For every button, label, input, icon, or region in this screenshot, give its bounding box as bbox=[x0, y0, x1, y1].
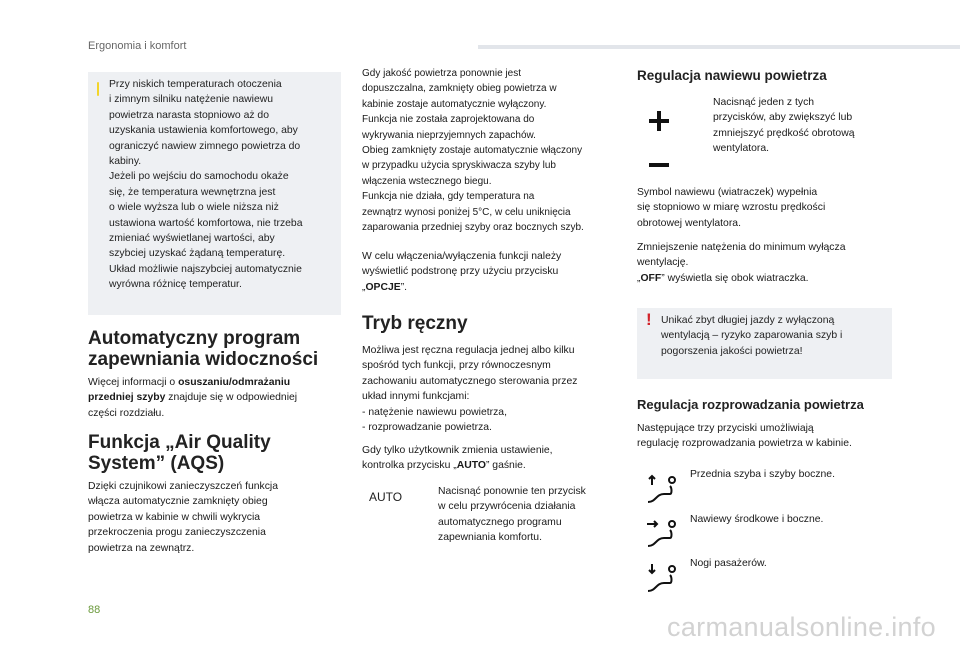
note-line: Jeżeli po wejściu do samochodu okaże bbox=[109, 171, 289, 183]
distribution-label: Nogi pasażerów. bbox=[690, 558, 767, 569]
airflow-vents-icon bbox=[644, 518, 680, 548]
fan-instruction: Nacisnąć jeden z tych przycisków, aby zwiększyć lub zmniejszyć prędkość obrotową wentylatora. bbox=[713, 97, 855, 155]
distribution-paragraph: Następujące trzy przyciski umożliwiają regulację rozprowadzania powietrza w kabinie. bbox=[637, 423, 852, 450]
auto-instruction: Nacisnąć ponownie ten przycisk w celu przywrócenia działania automatycznego programu zapewniania komfortu. bbox=[438, 486, 586, 544]
minus-icon bbox=[648, 155, 670, 161]
aqs-details-paragraph: Gdy jakość powietrza ponownie jest dopuszczalna, zamknięty obieg powietrza w kabinie zostaje automatycznie wyłączony. Funkcja nie została zaprojektowana do wykrywania nieprzyjemnych zapachów. Obieg zamknięty zostaje automatycznie włączony w przypadku użycia spryskiwacza szyby lub włączenia wstecznego biegu. Funkcja nie działa, gdy temperatura na zewnątrz wynosi poniżej 5°C, w celu uniknięcia zaparowania przedniej szyby oraz bocznych szyb. bbox=[362, 68, 584, 234]
note-line: Układ możliwie najszybciej automatycznie bbox=[109, 263, 302, 275]
note-line: ograniczyć nawiew zimnego powietrza do bbox=[109, 140, 301, 152]
note-line: wyrówna różnicę temperatur. bbox=[109, 279, 242, 291]
header-rule bbox=[478, 45, 960, 49]
section-header: Ergonomia i komfort bbox=[88, 40, 187, 52]
fan-symbol-paragraph: Symbol nawiewu (wiatraczek) wypełnia się stopniowo w miarę wzrostu prędkości obrotowej wentylatora. bbox=[637, 187, 826, 229]
manual-paragraph: Możliwa jest ręczna regulacja jednej albo kilku spośród tych funkcji, przy równoczesnym zachowaniu automatycznego sterowania przez układ innymi funkcjami: - natężenie nawiewu powietrza, - rozprowadzanie powietrza. bbox=[362, 345, 578, 434]
options-paragraph: W celu włączenia/wyłączenia funkcji należy wyświetlić podstronę przy użyciu przycisku „OPCJE”. bbox=[362, 251, 562, 293]
heading-airflow: Regulacja nawiewu powietrza bbox=[637, 68, 827, 83]
auto-off-paragraph: Gdy tylko użytkownik zmienia ustawienie, kontrolka przycisku „AUTO” gaśnie. bbox=[362, 445, 553, 472]
distribution-label: Nawiewy środkowe i boczne. bbox=[690, 514, 824, 525]
note-line: zmieniać wyświetlanej wartości, aby bbox=[109, 233, 275, 245]
auto-button-icon: AUTO bbox=[369, 490, 403, 504]
visibility-paragraph: Więcej informacji o osuszaniu/odmrażaniu przedniej szyby znajduje się w odpowiedniej części rozdziału. bbox=[88, 377, 298, 419]
heading-visibility-program: Automatyczny program zapewniania widoczności bbox=[88, 328, 319, 370]
heading-aqs: Funkcja „Air Quality System” (AQS) bbox=[88, 432, 271, 474]
airflow-windscreen-icon bbox=[644, 474, 680, 504]
airflow-feet-icon bbox=[644, 563, 680, 593]
note-line: Przy niskich temperaturach otoczenia bbox=[109, 79, 282, 90]
distribution-label: Przednia szyba i szyby boczne. bbox=[690, 469, 835, 480]
note-line: uzyskania ustawienia komfortowego, aby bbox=[109, 125, 298, 137]
note-line: się, że temperatura wewnętrzna jest bbox=[109, 186, 276, 198]
heading-distribution: Regulacja rozprowadzania powietrza bbox=[637, 397, 864, 412]
warning-note: ! Unikać zbyt długiej jazdy z wyłączoną wentylacją – ryzyko zaparowania szyb i pogorszenia jakości powietrza! bbox=[637, 308, 892, 379]
note-line: kabiny. bbox=[109, 156, 142, 168]
aqs-paragraph: Dzięki czujnikowi zanieczyszczeń funkcja włącza automatycznie zamknięty obieg powietrza w kabinie w chwili wykrycia przekroczenia progu zanieczyszczenia powietrza na zewnątrz. bbox=[88, 481, 278, 554]
note-line: ustawiona wartość komfortowa, nie trzeba bbox=[109, 217, 303, 229]
note-line: powietrza narasta stopniowo aż do bbox=[109, 109, 269, 121]
tip-note bbox=[88, 72, 341, 315]
note-line: szybciej uzyskać żądaną temperaturę. bbox=[109, 248, 286, 260]
tip-marker bbox=[97, 82, 99, 96]
plus-icon bbox=[648, 110, 670, 132]
note-line: i zimnym silniku natężenie nawiewu bbox=[109, 94, 274, 106]
page-number: 88 bbox=[88, 604, 101, 616]
off-paragraph: Zmniejszenie natężenia do minimum wyłącza wentylację. „OFF” wyświetla się obok wiatraczka. bbox=[637, 242, 846, 284]
note-line: o wiele wyższa lub o wiele niższa niż bbox=[109, 202, 279, 214]
watermark: carmanualsonline.info bbox=[667, 612, 936, 642]
heading-manual-mode: Tryb ręczny bbox=[362, 313, 468, 334]
warning-mark: ! bbox=[646, 310, 652, 329]
